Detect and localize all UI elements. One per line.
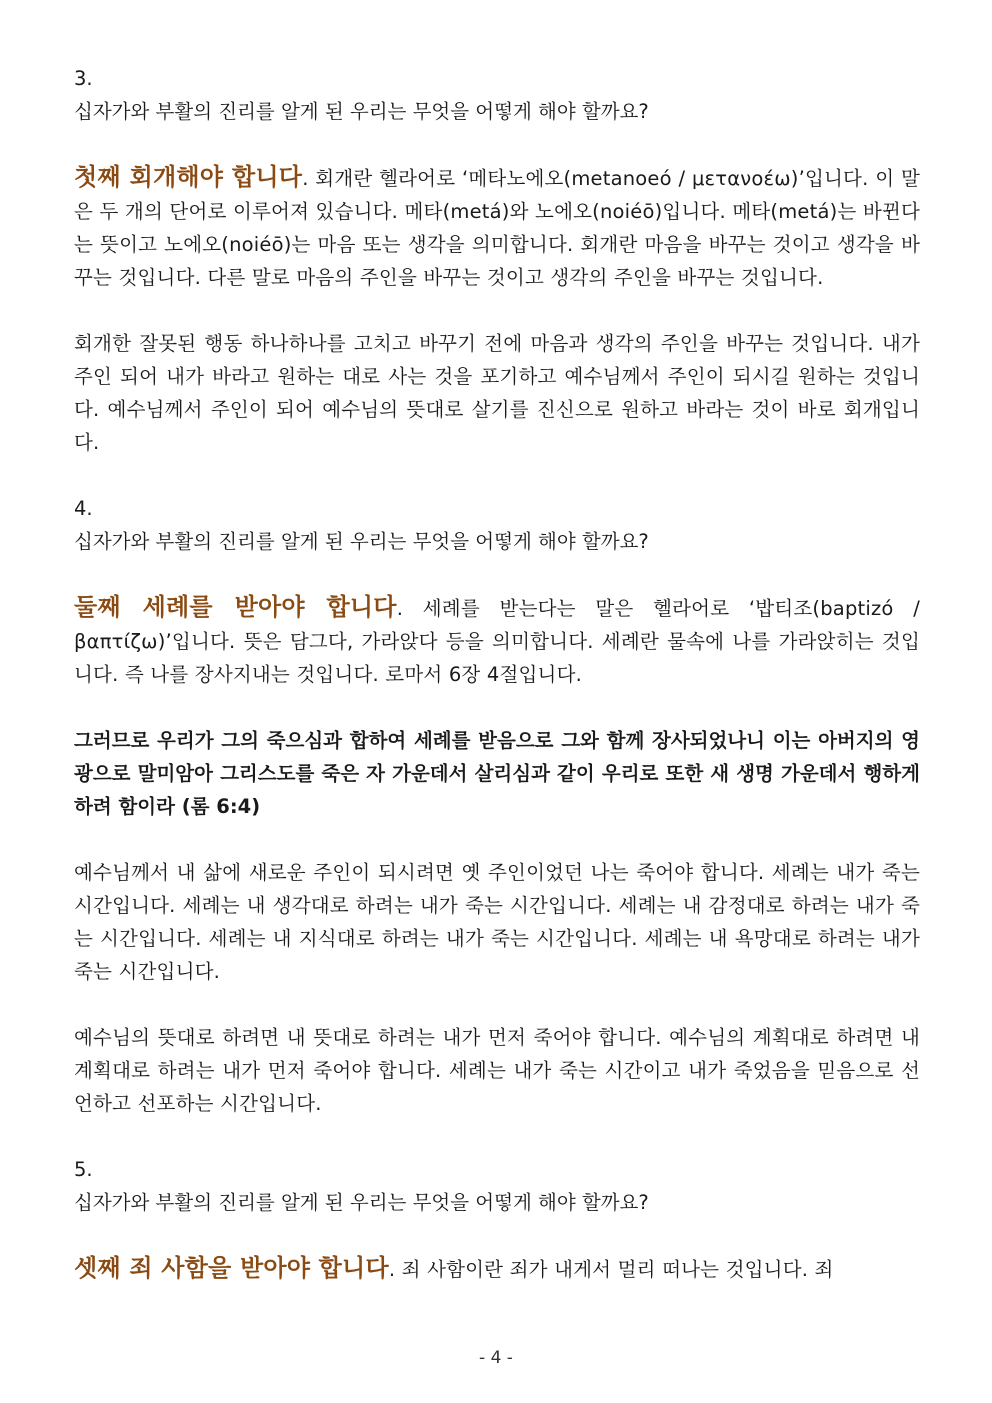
section-5-paragraph-1-text: . 죄 사함이란 죄가 내게서 멀리 떠나는 것입니다. 죄 [388, 1258, 834, 1281]
page-number: - 4 - [479, 1348, 513, 1368]
spacer [74, 988, 920, 1021]
section-3-paragraph-1 [74, 161, 920, 294]
spacer [74, 823, 920, 856]
spacer [74, 1219, 920, 1252]
section-5-heading: 셋째 죄 사함을 받아야 합니다 [74, 1254, 389, 1282]
section-3-paragraph-1-text: . 회개란 헬라어로 ‘메타노에오(metanoeó / μετανοέω)’입니다. 이 말은 두 개의 단어로 이루어져 있습니다. 메타(metá)와 노에오(noiéō)입니다. 메타(metá)는 바뀐다는 뜻이고 노에오(noiéō)는 마음 또는 생각을 의미합니다. 회개란 마음을 바꾸는 것이고 생각을 바꾸는 것입니다. 다른 말로 마음의 주인을 바꾸는 것이고 생각의 주인을 바꾸는 것입니다. [74, 167, 920, 289]
section-4-paragraph-1 [74, 591, 920, 691]
section-question-4: 십자가와 부활의 진리를 알게 된 우리는 무엇을 어떻게 해야 할까요? [74, 530, 649, 553]
spacer [74, 294, 920, 327]
spacer [74, 558, 920, 591]
spacer [74, 1120, 920, 1153]
section-3-heading: 첫째 회개해야 합니다 [74, 163, 303, 191]
scripture-verse: 그러므로 우리가 그의 죽으심과 합하여 세례를 받음으로 그와 함께 장사되었나니 이는 아버지의 영광으로 말미암아 그리스도를 죽은 자 가운데서 살리심과 같이 우리로 또한 새 생명 가운데서 행하게 하려 함이라 (롬 6:4) [74, 729, 920, 818]
section-4-heading: 둘째 세례를 받아야 합니다 [74, 593, 397, 621]
section-number-5: 5. [74, 1158, 93, 1181]
section-4-paragraph-3: 예수님의 뜻대로 하려면 내 뜻대로 하려는 내가 먼저 죽어야 합니다. 예수님의 계획대로 하려면 내 계획대로 하려는 내가 먼저 죽어야 합니다. 세례는 내가 죽는 시간이고 내가 죽었음을 믿음으로 선언하고 선포하는 시간입니다. [74, 1026, 920, 1115]
section-4-paragraph-2: 예수님께서 내 삶에 새로운 주인이 되시려면 옛 주인이었던 나는 죽어야 합니다. 세례는 내가 죽는 시간입니다. 세례는 내 생각대로 하려는 내가 죽는 시간입니다. 세례는 내 감정대로 하려는 내가 죽는 시간입니다. 세례는 내 지식대로 하려는 내가 죽는 시간입니다. 세례는 내 욕망대로 하려는 내가 죽는 시간입니다. [74, 861, 920, 983]
section-question-5: 십자가와 부활의 진리를 알게 된 우리는 무엇을 어떻게 해야 할까요? [74, 1191, 649, 1214]
section-number-4: 4. [74, 497, 93, 520]
document-page [74, 62, 920, 1286]
section-5-paragraph-1 [74, 1252, 920, 1286]
section-3-paragraph-2: 회개한 잘못된 행동 하나하나를 고치고 바꾸기 전에 마음과 생각의 주인을 바꾸는 것입니다. 내가 주인 되어 내가 바라고 원하는 대로 사는 것을 포기하고 예수님께서 주인이 되시길 원하는 것입니다. 예수님께서 주인이 되어 예수님의 뜻대로 살기를 진신으로 원하고 바라는 것이 바로 회개입니다. [74, 332, 920, 454]
section-number-3: 3. [74, 67, 93, 90]
section-4-paragraph-1-text: . 세례를 받는다는 말은 헬라어로 ‘밥티조(baptizó / βαπτίζω)’입니다. 뜻은 담그다, 가라앉다 등을 의미합니다. 세례란 물속에 나를 가라앉히는 것입니다. 즉 나를 장사지내는 것입니다. 로마서 6장 4절입니다. [74, 597, 920, 686]
section-question-3: 십자가와 부활의 진리를 알게 된 우리는 무엇을 어떻게 해야 할까요? [74, 100, 649, 123]
spacer [74, 459, 920, 492]
spacer [74, 128, 920, 161]
spacer [74, 691, 920, 724]
